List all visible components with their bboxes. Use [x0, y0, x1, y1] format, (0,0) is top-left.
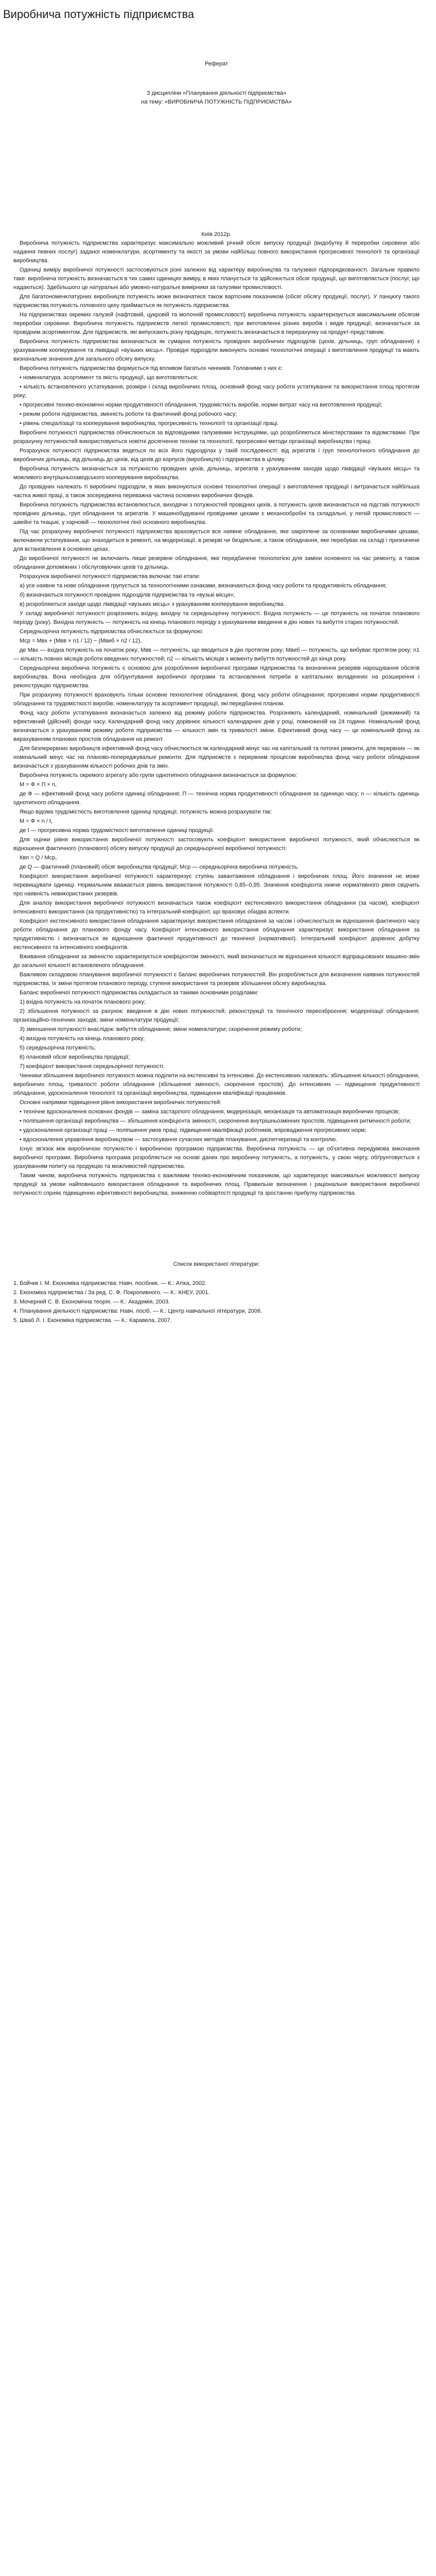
body-paragraph: Для безперервних виробництв ефективний фонд часу обчислюється як календарний мінус час на капітальний та поточні ремонти, для перервних — як номінальний мінус час на планово-попереджувальні ремонти. Для підприємств з перервним процесом виробництва фонд часу роботи обладнання визначається з урахуванням кількості робочих днів та змін. — [13, 745, 420, 769]
body-paragraph: М = Ф × n / t, — [20, 818, 53, 824]
body-paragraph: Виробнича потужність підприємства характеризує максимально можливий річний обсяг випуску продукції (видобутку й переробки сировини або надання певних послуг) заданої номенклатури, асортименту та якості за умови найбільш повного використання прогресивної технології та організації виробництва. — [13, 240, 420, 264]
page-header — [0, 0, 436, 29]
body-paragraph: Коефіцієнт екстенсивного використання обладнання характеризує використання обладнання за часом і обчислюється як відношення фактичного часу роботи обладнання до планового фонду часу. Коефіцієнт інтенсивного використання обладнання характеризує використання обладнання за продуктивністю і визначається як відношення фактичної продуктивності до технічної (нормативної). Інтегральний коефіцієнт дорівнює добутку екстенсивного та інтенсивного коефіцієнтів. — [13, 918, 420, 951]
body-paragraph: Середньорічна виробнича потужність є основою для розроблення виробничої програми підприємства та визначення резервів нарощування обсягів виробництва. Вона необхідна для обґрунтування виробничої програми та встановлення потреби в капітальних вкладеннях на розширення і реконструкцію підприємства. — [13, 665, 420, 689]
body-paragraph: б) визначаються потужності провідних підрозділів підприємства та «вузькі місця»; — [20, 592, 235, 598]
reference-item: 2. Економіка підприємства / За ред. С. Ф. Покропивного. — К.: КНЕУ, 2001. — [13, 1290, 210, 1296]
body-paragraph: 5) середньорічна потужність; — [20, 1045, 96, 1051]
body-paragraph: де Q — фактичний (плановий) обсяг виробництва продукції; Мср — середньорічна виробнича потужність. — [20, 864, 299, 870]
body-text — [13, 239, 420, 1198]
reference-item: 3. Мочерний С. В. Економічна теорія. — К.: Академія, 2003. — [13, 1299, 170, 1305]
body-paragraph: М = Ф × П × n, — [20, 782, 57, 788]
reference-item: 5. Шваб Л. І. Економіка підприємства. — К.: Каравела, 2007. — [13, 1317, 172, 1324]
page-title: Виробнича потужність підприємства — [3, 8, 195, 21]
references-heading: Список використаної літератури: — [173, 1261, 260, 1267]
body-paragraph: До провідних належать ті виробничі підрозділи, в яких виконуються основні технологічні операції з виготовлення продукції і витрачається найбільша частка живої праці, а також зосереджена переважна частина основних виробничих фондів. — [13, 484, 420, 499]
body-paragraph: Розрахунок виробничої потужності підприємства включає такі етапи: — [20, 573, 200, 580]
body-paragraph: а) усе наявне та нове обладнання групується за технологічними ознаками, визначаються фонд часу роботи та продуктивність обладнання; — [20, 583, 387, 589]
body-paragraph: в) розробляються заходи щодо ліквідації «вузьких місць» з урахуванням кооперування виробництва. — [20, 601, 285, 607]
body-paragraph: Виробнича потужність окремого агрегату або групи однотипного обладнання визначається за формулою: — [20, 772, 298, 778]
body-paragraph: При розрахунку потужності враховують тільки основне технологічне обладнання; фонд часу роботи обладнання; прогресивні норми продуктивності обладнання та трудомісткості виробів; номенклатуру та асортимент продукції, які передбачені планом. — [13, 692, 420, 707]
body-paragraph: Для багатономенклатурних виробництв потужність може визначатися також вартісним показником (обсяг обсягу продукції, послуг). У ланцюгу такого підприємства потужність головного цеху приймається як потужність підприємства. — [13, 294, 420, 309]
body-paragraph: Фонд часу роботи устаткування визначається залежно від режиму роботи підприємства. Розрізняють календарний, номінальний (режимний) та ефективний (дійсний) фонди часу. Календарний фонд часу дорівнює кількості календарних днів у році, помноженій на 24 години. Номінальний фонд визначається з урахуванням режиму роботи підприємства — кількості змін та тривалості зміни. Ефективний фонд часу — це номінальний фонд за вирахуванням планових простоїв обладнання на ремонт. — [13, 710, 420, 742]
body-paragraph: • технічне вдосконалення основних фондів — заміна застарілого обладнання, модернізація, механізація та автоматизація виробничих процесів; — [20, 1109, 400, 1115]
body-paragraph: Коефіцієнт використання виробничої потужності характеризує ступінь завантаження обладнання і виробничих площ. Його значення не може перевищувати одиниці. Нормальним вважається рівень використання потужності 0,85–0,95. Значення коефіцієнта нижче нормативного рівня свідчить про наявність невикористаних резервів. — [13, 873, 420, 897]
body-paragraph: Під час розрахунку виробничої потужності підприємства враховується все наявне обладнання, яке закріплене за основними виробничими цехами, включаючи устаткування, що знаходиться в ремонті, на модернізації, в резерві чи бездіяльне, а також обладнання, яке перебуває на складі і призначене для встановлення в основних цехах. — [13, 529, 420, 552]
body-paragraph: • поліпшення організації виробництва — збільшення коефіцієнта змінності, скорочення внутрішньозмінних простоїв, підвищення ритмічності роботи; — [20, 1118, 411, 1124]
body-paragraph: Чинники збільшення виробничої потужності можна поділити на екстенсивні та інтенсивні. До екстенсивних належать: збільшення кількості обладнання, виробничих площ, тривалості роботи обладнання (збільшення змінності, скорочення простоїв). До інтенсивних — підвищення продуктивності обладнання, удосконалення технології та організації виробництва, підвищення кваліфікації працівників. — [13, 1073, 420, 1096]
body-paragraph: 4) вихідна потужність на кінець планового року; — [20, 1036, 145, 1042]
body-paragraph: 2) збільшення потужності за рахунок: введення в дію нових потужностей; реконструкції та технічного переозброєння; модернізації обладнання; організаційно-технічних заходів; зміни номенклатури продукції; — [13, 1008, 420, 1023]
body-paragraph: • вдосконалення управління виробництвом — застосування сучасних методів планування, диспетчеризації та контролю. — [20, 1137, 338, 1143]
body-paragraph: • прогресивні техніко-економічні норми продуктивності обладнання, трудомісткість виробів, норми витрат часу на виготовлення продукції; — [20, 402, 382, 408]
body-paragraph: 3) зменшення потужності внаслідок: вибуття обладнання; зміни номенклатури; скорочення режиму роботи; — [20, 1026, 302, 1032]
body-paragraph: 1) вхідна потужність на початок планового року; — [20, 999, 146, 1005]
body-paragraph: де Мвх — вхідна потужність на початок року; Мвв — потужність, що вводиться в дію протягом року; Мвиб — потужність, що вибуває протягом року; n1 — кількість повних місяців роботи введених потужностей; n2 — кількість місяців з моменту вибуття потужностей до кінця року. — [13, 647, 420, 662]
body-paragraph: • рівень спеціалізації та кооперування виробництва, прогресивність технології та організації праці. — [20, 420, 279, 427]
body-paragraph: Середньорічна потужність підприємства обчислюється за формулою: — [20, 629, 203, 635]
cover-line-1: З дисципліни «Планування діяльності підприємства» — [146, 90, 287, 96]
body-paragraph: • кількість встановленого устаткування, розміри і склад виробничих площ, основний фонд часу роботи устаткування та використання площ протягом року; — [13, 384, 420, 399]
body-paragraph: Виробнича потужність підприємства встановлюється, виходячи з потужностей провідних цехів, а потужність цехів визначається на підставі потужності провідних дільниць, груп обладнання та агрегатів. У машинобудуванні провідними цехами є механообробні та складальні, у легкій промисловості — швейні та ткацькі, у харчовій — технологічні лінії основного виробництва. — [13, 502, 420, 526]
body-paragraph: Вживання обладнання за змінністю характеризується коефіцієнтом змінності, який визначається як відношення кількості відпрацьованих машино-змін до загальної кількості встановленого обладнання. — [13, 954, 420, 969]
cover-city-year: Київ 2012р. — [201, 231, 232, 238]
body-paragraph: • номенклатура, асортимент та якість продукції, що виготовляється; — [20, 375, 198, 381]
body-paragraph: У складі виробничої потужності розрізняють вхідну, вихідну та середньорічну потужності. Вхідна потужність — це потужність на початок планового періоду (року). Вихідна потужність — потужність на кінець планового періоду з урахуванням введення в дію нових та вибуття старих потужностей. — [13, 611, 420, 625]
body-paragraph: На підприємствах окремих галузей (нафтовий, цукровій та молочній промисловості) виробнича потужність характеризується максимальним обсягом переробки сировини. Виробнича потужність підприємств легкої промисловості, при виготовленні різних виробів і видів продукції, визначається за провідним асортиментом. Для підприємств, які випускають різну продукцію, потужність визначається в перерахунку на продукт-представник. — [13, 312, 420, 335]
body-paragraph: Виробнича потужність визначається за потужністю провідних цехів, дільниць, агрегатів з урахуванням заходів щодо ліквідації «вузьких місць» та можливого внутрішньозаводського кооперування виробництва. — [13, 466, 420, 481]
body-paragraph: 7) коефіцієнт використання середньорічної потужності. — [20, 1063, 165, 1070]
body-paragraph: 6) плановий обсяг виробництва продукції; — [20, 1054, 130, 1060]
body-paragraph: Квп = Q / Мср, — [20, 855, 57, 861]
body-paragraph: Основні напрямки підвищення рівня використання виробничих потужностей: — [20, 1099, 221, 1106]
body-paragraph: • режим роботи підприємства, змінність роботи та фактичний фонд робочого часу; — [20, 411, 237, 417]
reference-item: 4. Планування діяльності підприємства: Навч. посіб. — К.: Центр навчальної літератури, 2006. — [13, 1308, 263, 1314]
body-paragraph: Існує зв'язок між виробничою потужністю і виробничою програмою підприємства. Виробнича потужність — це об'єктивна передумова виконання виробничої програми. Виробнича програма розробляється на основі даних про виробничу потужність, а потужність, у свою чергу, обґрунтовується з урахуванням попиту на продукцію та можливостей підприємства. — [13, 1146, 420, 1170]
body-paragraph: Виробнича потужність підприємства формується під впливом багатьох чинників. Головними з них є: — [20, 365, 283, 371]
body-paragraph: • удосконалення організації праці — поліпшення умов праці, підвищення кваліфікації робітників, впровадження прогресивних норм; — [20, 1127, 367, 1133]
body-paragraph: Важливою складовою планування виробничої потужності є баланс виробничих потужностей. Він розробляється для визначення наявних потужностей підприємства, їх зміни протягом планового періоду, ступеня використання та резервів збільшення обсягу виробництва. — [13, 972, 420, 987]
references-list — [13, 1279, 420, 1325]
body-paragraph: Якщо відома трудомісткість виготовлення одиниці продукції, потужність можна розрахувати так: — [20, 809, 272, 815]
body-paragraph: Одиниці виміру виробничої потужності застосовуються різні залежно від характеру виробництва та галузевої підпорядкованості. Загальне правило таке: виробнича потужність визначається в тих самих одиницях виміру, в яких планується та здійснюється обсяг продукції, що виготовляється (послуг, що надаються). Здебільшого це натуральні або умовно-натуральні вимірники за галузями промисловості. — [13, 267, 420, 291]
body-paragraph: Виробничі потужності підприємства обчислюються за відповідними галузевими інструкціями, що розробляються міністерствами та відомствами. При розрахунку потужностей використовуються новітні досягнення техніки та технології, прогресивні методи організації виробництва і праці. — [13, 430, 420, 445]
body-paragraph: До виробничої потужності не включають лише резервне обладнання, яке передбачене технологією для заміни основного на час ремонту, а також обладнання допоміжних і обслуговуючих цехів та дільниць. — [13, 555, 420, 570]
reference-item: 1. Бойчик І. М. Економіка підприємства: Навч. посібник. — К.: Атіка, 2002. — [13, 1280, 207, 1286]
body-paragraph: Для аналізу використання виробничої потужності визначається також коефіцієнт екстенсивного використання обладнання (за часом), коефіцієнт інтенсивного використання (за продуктивністю) та інтегральний коефіцієнт, що враховує обидва аспекти. — [13, 900, 420, 915]
cover-line-2: на тему: «ВИРОБНИЧА ПОТУЖНІСТЬ ПІДПРИЄМСТВА» — [141, 99, 292, 105]
document — [0, 29, 436, 1325]
body-paragraph: Мср = Мвх + (Мвв × n1 / 12) − (Мвиб × n2 / 12), — [20, 638, 142, 644]
body-paragraph: де t — прогресивна норма трудомісткості виготовлення одиниці продукції. — [20, 827, 215, 834]
body-paragraph: Виробнича потужність підприємства визначається як сумарна потужність провідних виробничих підрозділів (цехів, дільниць, груп обладнання) з урахуванням кооперування та ліквідації «вузьких місць». Провідні підрозділи виконують основні технологічні операції з виготовлення продукції та мають визначальне значення для загального обсягу випуску. — [13, 338, 420, 362]
cover-label: Реферат — [204, 61, 229, 67]
body-paragraph: Таким чином, виробнича потужність підприємства є важливим техніко-економічним показником, що характеризує максимальні можливості випуску продукції за умови найповнішого використання обладнання та виробничих площ. Правильне визначення і раціональне використання виробничої потужності сприяє підвищенню ефективності виробництва, зниженню собівартості продукції та зростанню прибутку підприємства. — [13, 1173, 420, 1196]
body-paragraph: Для оцінки рівня використання виробничої потужності застосовують коефіцієнт використання виробничої потужності, який обчислюється як відношення фактичного (планового) обсягу випуску продукції до середньорічної виробничої потужності: — [13, 837, 420, 852]
body-paragraph: де Ф — ефективний фонд часу роботи одиниці обладнання; П — технічна норма продуктивності обладнання за одиницю часу; n — кількість одиниць однотипного обладнання. — [13, 791, 420, 806]
body-paragraph: Розрахунок потужності підприємства ведеться по всіх його підрозділах у такій послідовності: від агрегатів і груп технологічного обладнання до виробничих дільниць, від дільниць до цехів, від цехів до корпусів (виробництв) і підприємства в цілому. — [13, 448, 420, 463]
body-paragraph: Баланс виробничої потужності підприємства складається за такими основними розділами: — [20, 990, 259, 996]
